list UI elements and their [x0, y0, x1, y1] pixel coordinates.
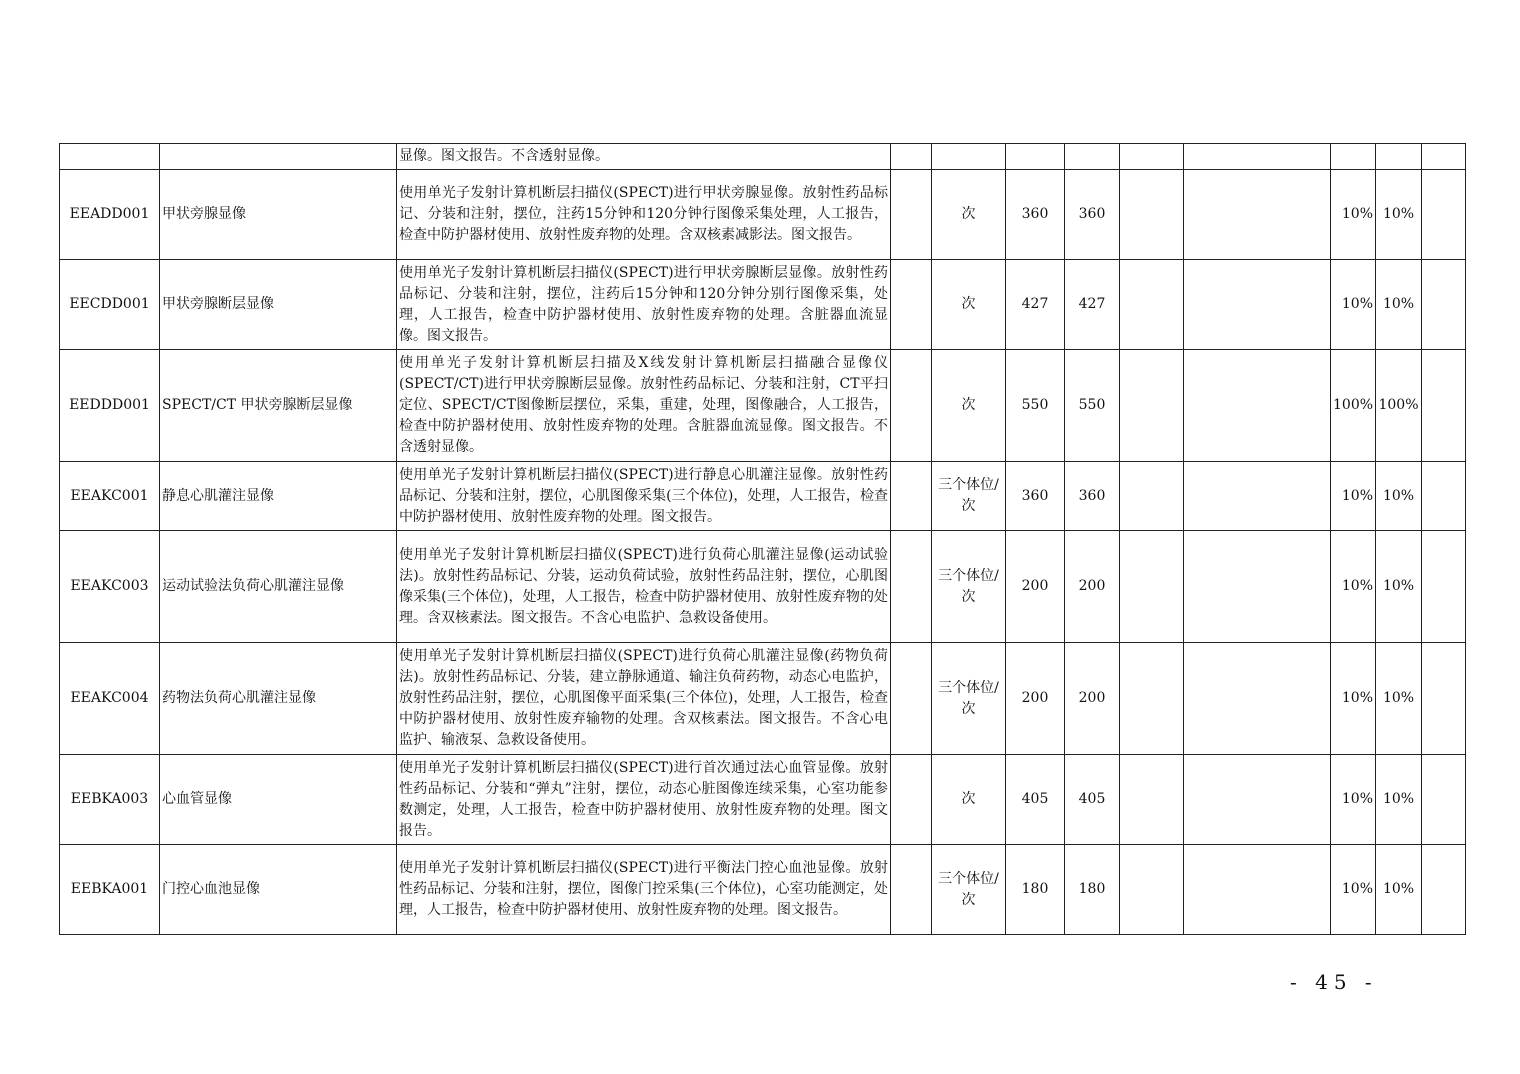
price-cell-secondary: 360 [1065, 462, 1120, 531]
item-code-cell: EEAKC003 [60, 531, 160, 643]
pricing-unit-cell: 三个体位/次 [932, 462, 1006, 531]
item-name-cell: 心血管显像 [160, 755, 397, 845]
blank-cell [1422, 845, 1466, 935]
price-cell-secondary: 550 [1065, 350, 1120, 462]
item-name-cell: 甲状旁腺断层显像 [160, 260, 397, 350]
table-row [60, 845, 1466, 935]
price-cell-secondary [1065, 144, 1120, 170]
item-name-cell: SPECT/CT 甲状旁腺断层显像 [160, 350, 397, 462]
price-cell-secondary: 180 [1065, 845, 1120, 935]
ratio-cell-secondary: 10% [1376, 643, 1422, 755]
pricing-unit-cell: 三个体位/次 [932, 845, 1006, 935]
ratio-cell: 10% [1331, 531, 1376, 643]
blank-cell [1422, 170, 1466, 260]
price-cell: 200 [1006, 643, 1065, 755]
item-description-cell: 使用单光子发射计算机断层扫描仪(SPECT)进行负荷心肌灌注显像(药物负荷法)。放射性药品标记、分装，建立静脉通道、输注负荷药物，动态心电监护，放射性药品注射，摆位，心肌图像平面采集(三个体位)，处理，人工报告，检查中防护器材使用、放射性废弃输物的处理。含双核素法。图文报告。不含心电监护、输液泵、急救设备使用。 [397, 643, 891, 755]
price-cell: 360 [1006, 170, 1065, 260]
ratio-cell: 10% [1331, 260, 1376, 350]
table-row [60, 755, 1466, 845]
blank-cell [1120, 462, 1184, 531]
price-cell: 180 [1006, 845, 1065, 935]
blank-cell [891, 144, 932, 170]
blank-cell [891, 755, 932, 845]
table-row [60, 462, 1466, 531]
item-description-cell: 使用单光子发射计算机断层扫描仪(SPECT)进行负荷心肌灌注显像(运动试验法)。放射性药品标记、分装，运动负荷试验，放射性药品注射，摆位，心肌图像采集(三个体位)，处理，人工报告，检查中防护器材使用、放射性废弃物的处理。含双核素法。图文报告。不含心电监护、急救设备使用。 [397, 531, 891, 643]
item-name-cell: 甲状旁腺显像 [160, 170, 397, 260]
pricing-unit-cell: 次 [932, 170, 1006, 260]
pricing-unit-cell: 三个体位/次 [932, 643, 1006, 755]
remarks-cell [1184, 462, 1331, 531]
item-name-cell [160, 144, 397, 170]
price-cell-secondary: 427 [1065, 260, 1120, 350]
remarks-cell [1184, 755, 1331, 845]
table-row [60, 170, 1466, 260]
blank-cell [1120, 260, 1184, 350]
ratio-cell: 10% [1331, 755, 1376, 845]
remarks-cell [1184, 350, 1331, 462]
remarks-cell [1184, 260, 1331, 350]
blank-cell [1422, 643, 1466, 755]
price-cell: 550 [1006, 350, 1065, 462]
item-description-cell: 使用单光子发射计算机断层扫描仪(SPECT)进行首次通过法心血管显像。放射性药品标记、分装和“弹丸”注射，摆位，动态心脏图像连续采集，心室功能参数测定，处理，人工报告，检查中防护器材使用、放射性废弃物的处理。图文报告。 [397, 755, 891, 845]
ratio-cell-secondary: 10% [1376, 845, 1422, 935]
blank-cell [891, 845, 932, 935]
price-cell: 200 [1006, 531, 1065, 643]
table-body [60, 144, 1466, 935]
blank-cell [891, 531, 932, 643]
ratio-cell: 10% [1331, 845, 1376, 935]
item-description-cell: 使用单光子发射计算机断层扫描仪(SPECT)进行平衡法门控心血池显像。放射性药品标记、分装和注射，摆位，图像门控采集(三个体位)，心室功能测定，处理，人工报告，检查中防护器材使用、放射性废弃物的处理。图文报告。 [397, 845, 891, 935]
table-row [60, 531, 1466, 643]
price-cell [1006, 144, 1065, 170]
ratio-cell: 10% [1331, 462, 1376, 531]
pricing-unit-cell: 次 [932, 350, 1006, 462]
blank-cell [1422, 462, 1466, 531]
ratio-cell-secondary: 100% [1376, 350, 1422, 462]
pricing-unit-cell: 次 [932, 755, 1006, 845]
price-cell: 405 [1006, 755, 1065, 845]
remarks-cell [1184, 643, 1331, 755]
item-name-cell: 药物法负荷心肌灌注显像 [160, 643, 397, 755]
item-code-cell: EEBKA001 [60, 845, 160, 935]
remarks-cell [1184, 845, 1331, 935]
item-code-cell: EEBKA003 [60, 755, 160, 845]
ratio-cell [1331, 144, 1376, 170]
ratio-cell-secondary: 10% [1376, 260, 1422, 350]
table-row [60, 260, 1466, 350]
price-cell-secondary: 405 [1065, 755, 1120, 845]
ratio-cell: 100% [1331, 350, 1376, 462]
item-description-cell: 使用单光子发射计算机断层扫描仪(SPECT)进行甲状旁腺断层显像。放射性药品标记、分装和注射，摆位，注药后15分钟和120分钟分别行图像采集，处理，人工报告，检查中防护器材使用、放射性废弃物的处理。含脏器血流显像。图文报告。 [397, 260, 891, 350]
price-cell-secondary: 360 [1065, 170, 1120, 260]
item-description-cell: 使用单光子发射计算机断层扫描及X线发射计算机断层扫描融合显像仪(SPECT/CT)进行甲状旁腺断层显像。放射性药品标记、分装和注射，CT平扫定位、SPECT/CT图像断层摆位，采集，重建，处理，图像融合，人工报告，检查中防护器材使用、放射性废弃物的处理。含脏器血流显像。图文报告。不含透射显像。 [397, 350, 891, 462]
page-number: - 45 - [1290, 970, 1378, 994]
pricing-unit-cell: 次 [932, 260, 1006, 350]
blank-cell [891, 643, 932, 755]
price-cell-secondary: 200 [1065, 643, 1120, 755]
item-name-cell: 门控心血池显像 [160, 845, 397, 935]
pricing-unit-cell: 三个体位/次 [932, 531, 1006, 643]
table-row [60, 643, 1466, 755]
item-code-cell: EEAKC001 [60, 462, 160, 531]
table-row [60, 144, 1466, 170]
item-code-cell [60, 144, 160, 170]
item-code-cell: EEDDD001 [60, 350, 160, 462]
price-table [59, 143, 1466, 935]
blank-cell [891, 260, 932, 350]
ratio-cell: 10% [1331, 170, 1376, 260]
blank-cell [1422, 144, 1466, 170]
remarks-cell [1184, 170, 1331, 260]
item-code-cell: EECDD001 [60, 260, 160, 350]
item-description-cell: 使用单光子发射计算机断层扫描仪(SPECT)进行甲状旁腺显像。放射性药品标记、分装和注射，摆位，注药15分钟和120分钟行图像采集处理，人工报告，检查中防护器材使用、放射性废弃物的处理。含双核素减影法。图文报告。 [397, 170, 891, 260]
blank-cell [891, 462, 932, 531]
pricing-unit-cell [932, 144, 1006, 170]
price-cell-secondary: 200 [1065, 531, 1120, 643]
blank-cell [1120, 170, 1184, 260]
item-code-cell: EEADD001 [60, 170, 160, 260]
table-row [60, 350, 1466, 462]
remarks-cell [1184, 531, 1331, 643]
blank-cell [1120, 755, 1184, 845]
blank-cell [1120, 643, 1184, 755]
price-cell: 427 [1006, 260, 1065, 350]
remarks-cell [1184, 144, 1331, 170]
blank-cell [1120, 144, 1184, 170]
blank-cell [891, 170, 932, 260]
ratio-cell-secondary [1376, 144, 1422, 170]
blank-cell [1422, 260, 1466, 350]
blank-cell [1120, 531, 1184, 643]
blank-cell [1422, 755, 1466, 845]
ratio-cell-secondary: 10% [1376, 531, 1422, 643]
item-name-cell: 静息心肌灌注显像 [160, 462, 397, 531]
ratio-cell-secondary: 10% [1376, 755, 1422, 845]
item-description-cell: 显像。图文报告。不含透射显像。 [397, 144, 891, 170]
blank-cell [1422, 531, 1466, 643]
ratio-cell-secondary: 10% [1376, 170, 1422, 260]
blank-cell [1422, 350, 1466, 462]
item-name-cell: 运动试验法负荷心肌灌注显像 [160, 531, 397, 643]
blank-cell [1120, 845, 1184, 935]
price-cell: 360 [1006, 462, 1065, 531]
blank-cell [1120, 350, 1184, 462]
item-code-cell: EEAKC004 [60, 643, 160, 755]
ratio-cell: 10% [1331, 643, 1376, 755]
blank-cell [891, 350, 932, 462]
item-description-cell: 使用单光子发射计算机断层扫描仪(SPECT)进行静息心肌灌注显像。放射性药品标记、分装和注射，摆位，心肌图像采集(三个体位)，处理，人工报告，检查中防护器材使用、放射性废弃物的处理。图文报告。 [397, 462, 891, 531]
ratio-cell-secondary: 10% [1376, 462, 1422, 531]
